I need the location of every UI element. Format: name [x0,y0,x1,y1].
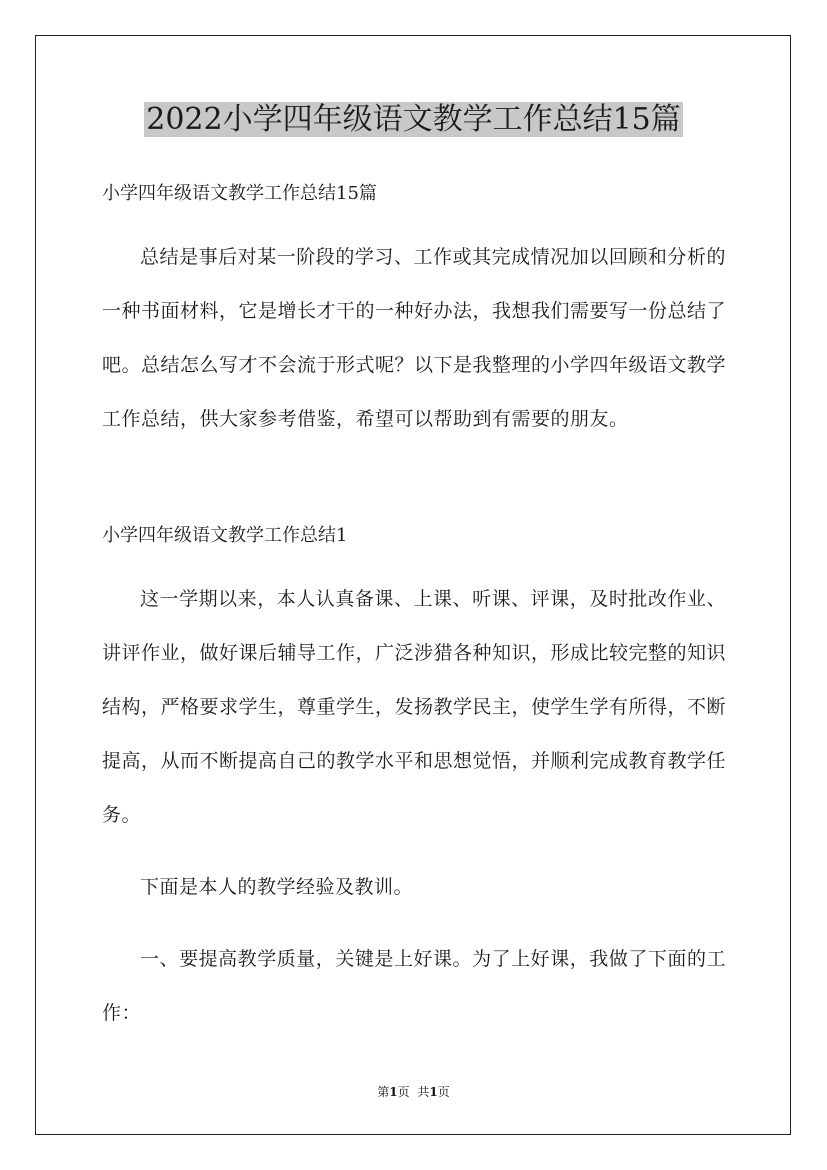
intro-paragraph: 总结是事后对某一阶段的学习、工作或其完成情况加以回顾和分析的一种书面材料，它是增长才干的一种好办法，我想我们需要写一份总结了吧。总结怎么写才不会流于形式呢？以下是我整理的小学四年级语文教学工作总结，供大家参考借鉴，希望可以帮助到有需要的朋友。 [102,246,727,430]
footer-total-number: 1 [429,1085,438,1099]
section-paragraph-3: 一、要提高教学质量，关键是上好课。为了上好课，我做了下面的工作： [102,948,726,1024]
document-body [102,176,726,1058]
section-paragraph-2: 下面是本人的教学经验及教训。 [140,876,414,898]
document-title [0,98,827,142]
footer-page-prefix: 第 [377,1085,390,1099]
footer-page-number: 1 [389,1085,398,1099]
section-heading: 小学四年级语文教学工作总结1 [102,525,348,546]
section-paragraph-1: 这一学期以来，本人认真备课、上课、听课、评课，及时批改作业、讲评作业，做好课后辅导工作，广泛涉猎各种知识，形成比较完整的知识结构，严格要求学生，尊重学生，发扬教学民主，使学生学有所得，不断提高，从而不断提高自己的教学水平和思想觉悟，并顺利完成教育教学任务。 [102,588,727,826]
footer-total-suffix: 页 [437,1085,450,1099]
document-title-text: 2022小学四年级语文教学工作总结15篇 [146,102,681,137]
footer-page-suffix: 页 [397,1085,410,1099]
page-footer [0,1084,827,1100]
footer-total-prefix: 共 [417,1085,430,1099]
document-subtitle: 小学四年级语文教学工作总结15篇 [102,183,377,204]
